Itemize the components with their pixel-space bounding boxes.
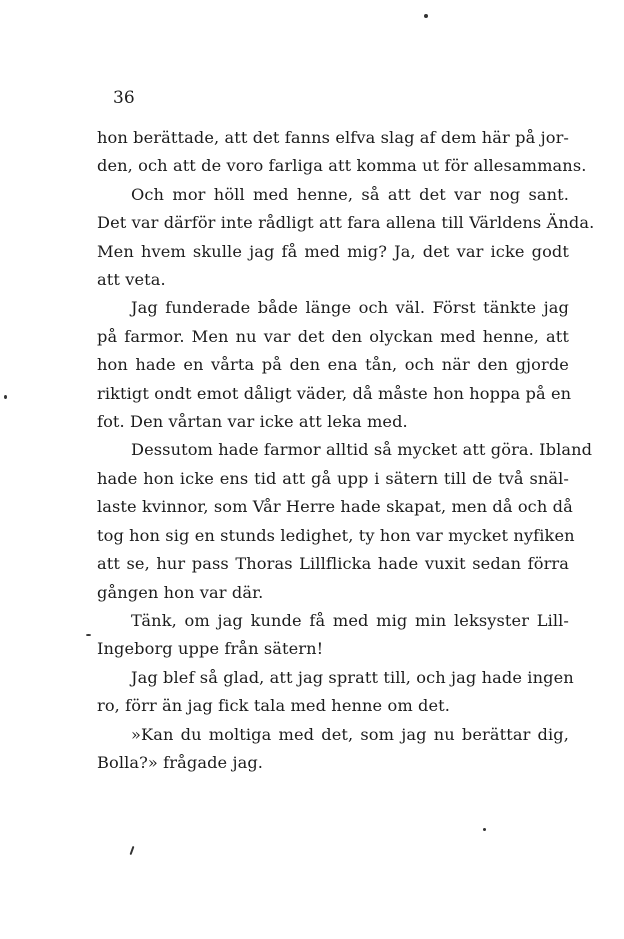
paragraph	[97, 721, 569, 778]
text-line: »Kan du moltiga med det, som jag nu berättar dig,	[131, 724, 569, 744]
text-line: laste kvinnor, som Vår Herre hade skapat, men då och då	[97, 497, 573, 517]
paragraph	[97, 436, 593, 606]
text-line: att veta.	[97, 270, 166, 290]
text-line: Dessutom hade farmor alltid så mycket att göra. Ibland	[131, 440, 593, 460]
text-line: hade hon icke ens tid att gå upp i sätern till de två snäl-	[97, 468, 569, 488]
page-number: 36	[113, 88, 135, 108]
text-line: Tänk, om jag kunde få med mig min leksyster Lill-	[131, 610, 569, 630]
text-line: Ingeborg uppe från sätern!	[97, 639, 324, 659]
text-line: Jag blef så glad, att jag spratt till, och jag hade ingen	[131, 667, 574, 687]
paragraph	[97, 181, 595, 295]
text-line: hon berättade, att det fanns elfva slag af dem här på jor-	[97, 128, 569, 147]
text-line: hon hade en vårta på den ena tån, och när den gjorde	[97, 355, 569, 375]
text-line: Jag funderade både länge och väl. Först tänkte jag	[131, 298, 569, 318]
ink-speck	[4, 395, 7, 399]
text-line: den, och att de voro farliga att komma ut för allesammans.	[97, 156, 587, 176]
ink-speck	[86, 634, 91, 636]
text-line: tog hon sig en stunds ledighet, ty hon var mycket nyfiken	[97, 525, 575, 545]
paragraph	[97, 124, 587, 181]
paragraph	[97, 294, 572, 436]
paragraph	[97, 664, 574, 721]
text-line: ro, förr än jag fick tala med henne om det.	[97, 696, 451, 716]
paragraph	[97, 607, 569, 664]
text-line: riktigt ondt emot dåligt väder, då måste hon hoppa på en	[97, 383, 572, 403]
text-line: på farmor. Men nu var det den olyckan med henne, att	[97, 326, 569, 346]
ink-speck	[483, 828, 486, 831]
ink-speck	[424, 14, 428, 18]
ink-speck	[130, 846, 135, 855]
text-line: att se, hur pass Thoras Lillflicka hade vuxit sedan förra	[97, 554, 569, 574]
body-text	[97, 124, 595, 777]
text-line: fot. Den vårtan var icke att leka med.	[97, 412, 408, 432]
text-line: Det var därför inte rådligt att fara allena till Världens Ända.	[97, 213, 595, 233]
text-line: Och mor höll med henne, så att det var nog sant.	[131, 184, 569, 204]
text-line: gången hon var där.	[97, 582, 264, 602]
text-line: Men hvem skulle jag få med mig? Ja, det var icke godt	[97, 241, 569, 261]
text-line: Bolla?» frågade jag.	[97, 752, 264, 772]
